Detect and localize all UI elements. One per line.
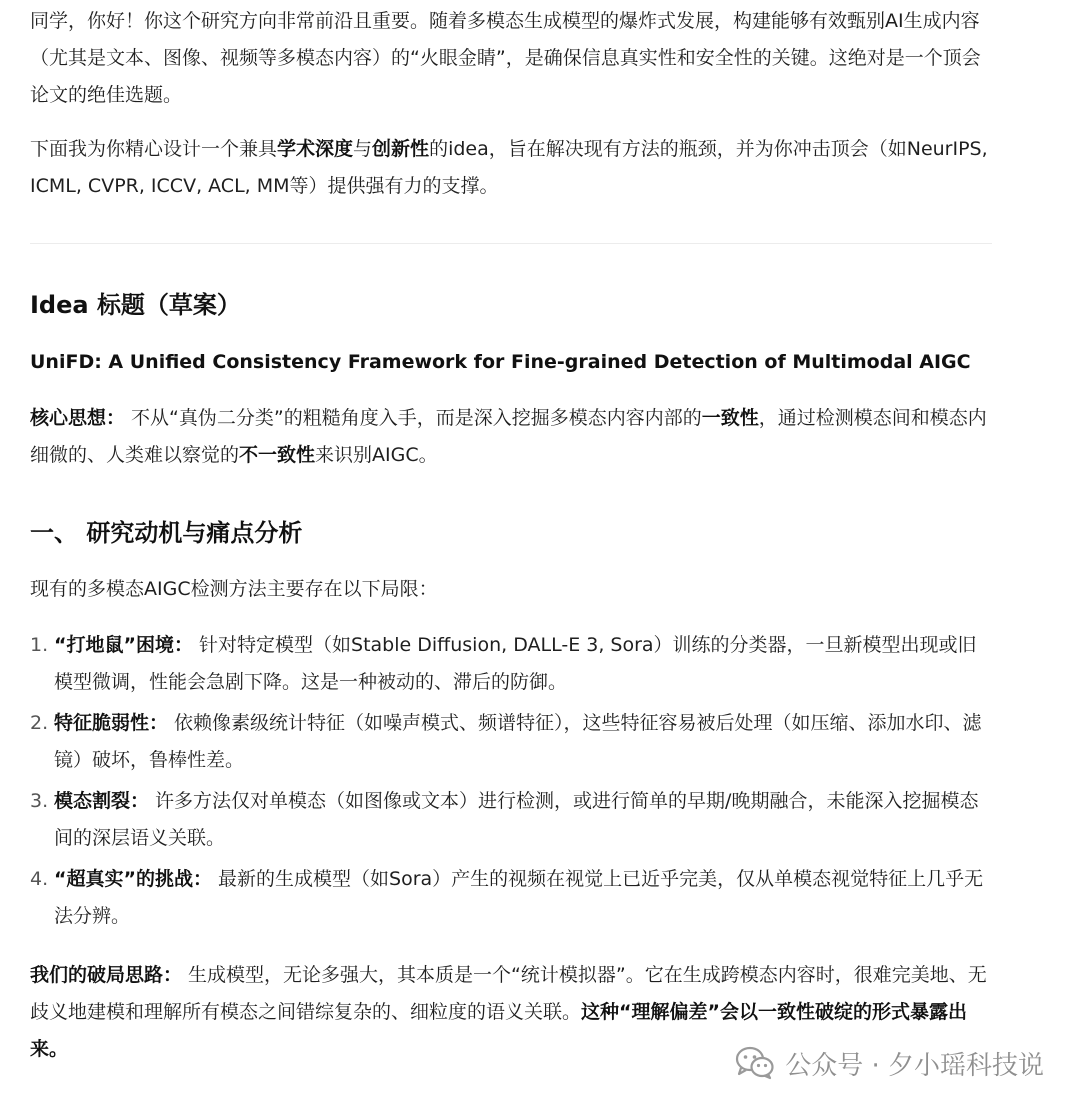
intro-paragraph-1-text: 同学，你好！你这个研究方向非常前沿且重要。随着多模态生成模型的爆炸式发展，构建能够有效甄别AI生成内容（尤其是文本、图像、视频等多模态内容）的“火眼金睛”，是确保信息真实性和安全性的关键。这绝对是一个顶会论文的绝佳选题。 — [30, 10, 981, 106]
core-idea-bold-1: 一致性 — [701, 407, 759, 429]
list-item-label: 特征脆弱性： — [54, 712, 169, 734]
intro-paragraph-2-post: 的idea，旨在解决现有方法的瓶颈，并为你冲击顶会（如NeurIPS, ICML, CVPR, ICCV, ACL, MM等）提供强有力的支撑。 — [30, 138, 988, 197]
list-item-text: 针对特定模型（如Stable Diffusion, DALL-E 3, Sora）训练的分类器，一旦新模型出现或旧模型微调，性能会急剧下降。这是一种被动的、滞后的防御。 — [54, 634, 977, 693]
watermark-text: 公众号 · 夕小瑶科技说 — [785, 1050, 1044, 1081]
list-item-number: 2. — [30, 712, 49, 734]
intro-paragraph-1 — [30, 3, 992, 114]
idea-heading: Idea 标题（草案） — [30, 291, 241, 319]
core-idea-pre: 不从“真伪二分类”的粗糙角度入手，而是深入挖掘多模态内容内部的 — [125, 407, 702, 429]
breakthrough-bold: 这种“理解偏差”会以一致性破绽的形式暴露出来。 — [30, 1001, 967, 1060]
list-item-label: “超真实”的挑战： — [54, 868, 212, 890]
breakthrough-label: 我们的破局思路： — [30, 964, 183, 986]
intro-paragraph-2-pre: 下面我为你精心设计一个兼具 — [30, 138, 278, 160]
list-item-number: 1. — [30, 634, 49, 656]
intro-paragraph-2-mid: 与 — [353, 138, 373, 160]
list-item-content — [54, 783, 992, 857]
idea-title: UniFD: A Unified Consistency Framework for Fine-grained Detection of Multimodal AIGC — [30, 351, 971, 373]
section-divider — [30, 243, 992, 244]
list-item — [30, 627, 992, 701]
core-idea-paragraph — [30, 400, 992, 474]
breakthrough-text: 生成模型，无论多强大，其本质是一个“统计模拟器”。它在生成跨模态内容时，很难完美地、无歧义地建模和理解所有模态之间错综复杂的、细粒度的语义关联。 — [30, 964, 987, 1023]
list-item-number: 4. — [30, 868, 49, 890]
limitations-list — [30, 627, 992, 939]
list-item-number: 3. — [30, 790, 49, 812]
list-item-text: 依赖像素级统计特征（如噪声模式、频谱特征），这些特征容易被后处理（如压缩、添加水印、滤镜）破坏，鲁棒性差。 — [54, 712, 982, 771]
list-item — [30, 783, 992, 857]
list-item-label: 模态割裂： — [54, 790, 150, 812]
motivation-heading: 一、 研究动机与痛点分析 — [30, 519, 303, 547]
wechat-icon — [735, 1046, 775, 1080]
list-item-text: 许多方法仅对单模态（如图像或文本）进行检测，或进行简单的早期/晚期融合，未能深入挖掘模态间的深层语义关联。 — [54, 790, 979, 849]
list-item — [30, 861, 992, 935]
core-idea-post: 来识别AIGC。 — [315, 444, 438, 466]
motivation-intro: 现有的多模态AIGC检测方法主要存在以下局限： — [30, 578, 438, 600]
list-item-content — [54, 705, 992, 779]
core-idea-label: 核心思想： — [30, 407, 126, 429]
list-item-content — [54, 861, 992, 935]
list-item — [30, 705, 992, 779]
intro-paragraph-2 — [30, 131, 992, 205]
core-idea-bold-2: 不一致性 — [239, 444, 316, 466]
list-item-content — [54, 627, 992, 701]
core-idea-mid: ，通过检测模态间和模态内细微的、人类难以察觉的 — [30, 407, 987, 466]
watermark — [735, 1040, 1044, 1086]
intro-paragraph-2-bold-1: 学术深度 — [277, 138, 354, 160]
intro-paragraph-2-bold-2: 创新性 — [372, 138, 430, 160]
list-item-label: “打地鼠”困境： — [54, 634, 193, 656]
list-item-text: 最新的生成模型（如Sora）产生的视频在视觉上已近乎完美，仅从单模态视觉特征上几乎无法分辨。 — [54, 868, 984, 927]
